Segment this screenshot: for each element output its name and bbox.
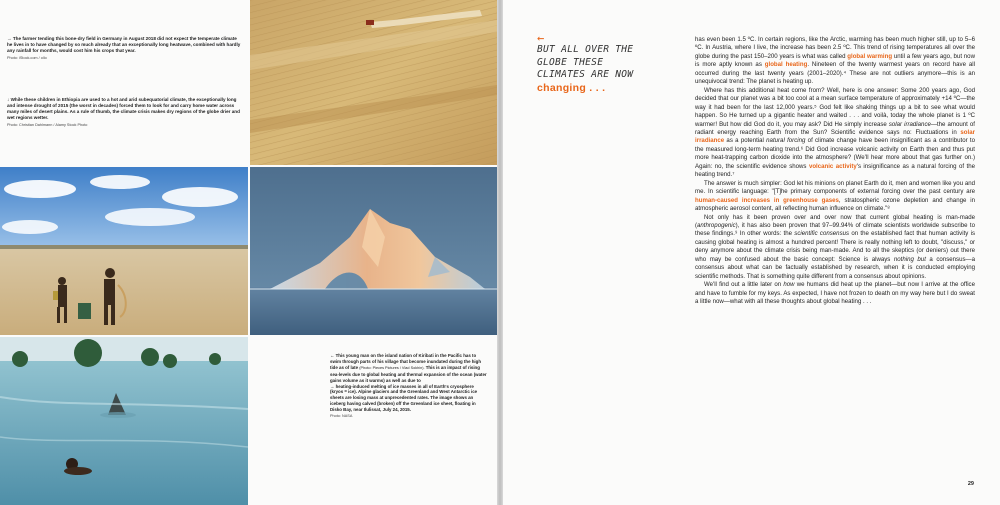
paragraph-2: Where has this additional heat come from? Well, here is one answer: Some 200 years ago, God decided that our planet was a bit too cool at a mean surface temperature of approximately +14 ºC—the way it had been for the last 12,000 years.⁵ God felt like shaking things up a bit to see what would happen. So He turned up a gigantic heater and waited . . . and voilà, today the whole planet is 1 ºC warmer! But how did God do it, you may ask? Did He simply increase solar irradiance—the amount of radiant energy reaching Earth from the Sun? Scientific evidence says no: Fluctuations in solar irradiance as a potential natural forcing of climate change have been insignificant as a contributor to the measured long-term heating trend.⁶ Did God increase volcanic activity on Earth then and thus put more heat-trapping carbon dioxide into the atmosphere? (We'll hear more about that gas further on.) Again: no, the scientific evidence shows volcanic activity's insignificance as a natural forcing of the heating trend.⁷: [695, 86, 975, 179]
term-volcanic-activity: volcanic activity: [808, 162, 857, 170]
body-text: [695, 36, 975, 307]
term-solar-irradiance: solar irradiance: [695, 128, 975, 145]
page-number: 29: [967, 481, 974, 487]
term-global-warming: global warming: [847, 52, 893, 60]
photo-dry-field: [250, 0, 497, 165]
paragraph-1: has even been 1.5 ºC. In certain regions, like the Arctic, warming has been much higher still, up to 5–6 ºC. In Austria, where I live, the increase has been 2.5 ºC. This trend of rising temperatures all over the globe during the past 150–200 years is what was called global warming until a few years ago, but now is more aptly known as global heating. Nineteen of the twenty warmest years on record have all occurred during the last twenty years (2001–2020).⁴ These are not outliers anymore—this is an unequivocal trend: The planet is heating up.: [695, 36, 975, 86]
photo-ethiopia-children: [0, 167, 248, 335]
photo-kiribati-swimmer: [0, 337, 248, 505]
photo-iceberg-disko-bay: [250, 167, 497, 335]
term-greenhouse-gases: human-caused increases in greenhouse gases: [695, 196, 839, 204]
term-global-heating: global heating: [764, 61, 808, 69]
caption-kiribati-iceberg: ← This young man on the island nation of Kiribati in the Pacific has to swim through parts of his village that become inundated during the high tide as of late (Photo: Pieces Pictures / Vlad Sokhin). This is an impact of rising sea-levels due to global heating and thermal expansion of the ocean (water gains volume as it warms) as well as due to → heating-induced melting of ice masses in all of Earth's cryosphere (kryos = ice). Alpine glaciers and the Greenland and West Antarctic ice sheets are losing mass at unprecedented rates. The image shows an iceberg having calved (broken) off the Greenland ice sheet, floating in Disko Bay, near Ilulissat, July 24, 2015. Photo: NASA: [330, 353, 487, 419]
right-page: [503, 0, 1000, 505]
left-page: [0, 0, 497, 505]
caption-farmer: → The farmer tending this bone-dry field in Germany in August 2018 did not expect the temperate climate he lives in to have changed by so much already that an exceptionally long heatwave, combined with hardly any rainfall for months, would cost him his crops that year. Photo: iStock.com / ollo: [7, 36, 241, 61]
caption-children: ↓ While these children in Ethiopia are used to a hot and arid subequatorial climate, the exceptionally long and intense drought of 2015 (the worst in decades) forced them to look for and carry home water across many miles of desert plains. As a rule of thumb, the climate crisis makes dry regions of the globe drier and wet regions wetter. Photo: Christian Dahlmann / Alamy Stock Photo: [7, 97, 240, 128]
paragraph-3: The answer is much simpler: God let his minions on planet Earth do it, men and women like you and me. In scientific language: "[T]he primary components of external forcing over the past century are human-caused increases in greenhouse gases, stratospheric ozone depletion and change in atmospheric aerosol content, all reflecting human influence on climate."⁸: [695, 179, 975, 213]
pull-quote: ← BUT ALL OVER THE GLOBE THESE CLIMATES ARE NOW changing . . .: [537, 32, 647, 95]
paragraph-4: Not only has it been proven over and over now that current global heating is man-made (anthropogenic), it has also been proven that 97–99.94% of climate scientists worldwide subscribe to these findings.⁹ In other words: the scientific consensus on the established fact that human activity is causing global heating is almost a hundred percent! There is really nothing left to doubt, "discuss," or deny anymore about the climate crisis being man-made. And to all the skeptics (or deniers) out there who may be confused about the basic concept: Science is always nothing but a consensus—a consensus about what can be factually established by research, when it is conducted employing scientific methods. That is something quite different from a consensus about opinions.: [695, 213, 976, 280]
arrow-left-icon: ←: [537, 31, 545, 45]
paragraph-5: We'll find out a little later on how we humans did heat up the planet—but now I arrive at the office and have to fumble for my keys. As expected, I have not frozen to death on my way here but I do sweat a little now—what with all these thoughts about global heating . . .: [695, 281, 975, 306]
